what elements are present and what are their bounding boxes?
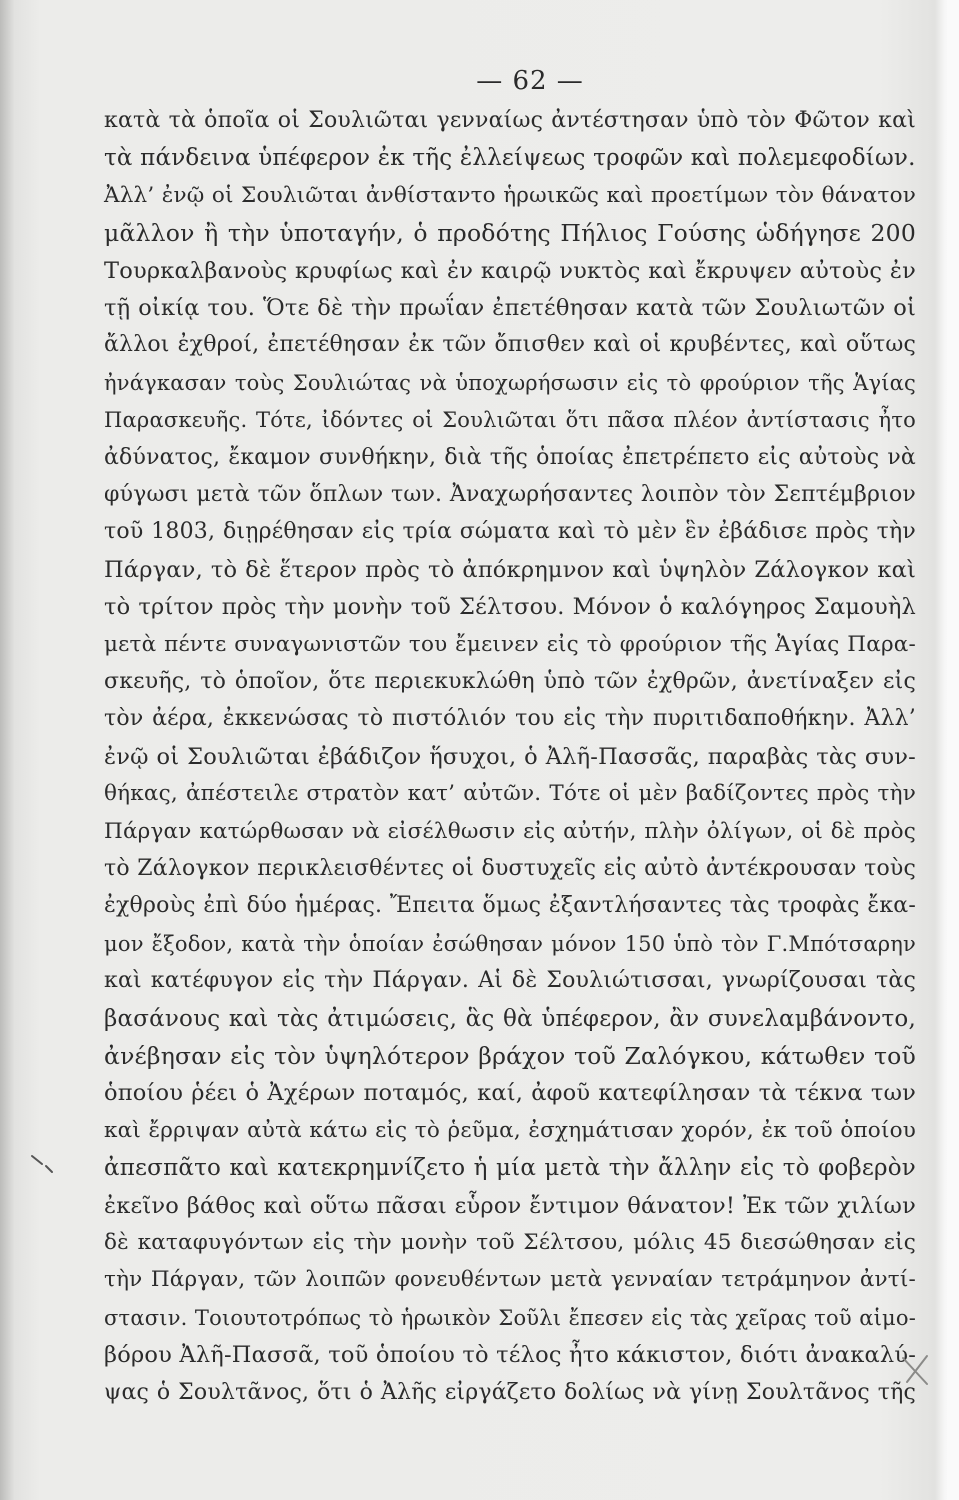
- text-line: τῇ οἰκίᾳ του. Ὅτε δὲ τὴν πρωΐαν ἐπετέθησαν κατὰ τῶν Σουλιωτῶν οἱ: [104, 295, 916, 321]
- text-line: βασάνους καὶ τὰς ἀτιμώσεις, ἃς θὰ ὑπέφερον, ἂν συνελαμβάνοντο,: [104, 1005, 916, 1032]
- text-line: θήκας, ἀπέστειλε στρατὸν κατ’ αὐτῶν. Τότε οἱ μὲν βαδίζοντες πρὸς τὴν: [104, 781, 916, 807]
- pencil-tick-icon: [28, 1150, 78, 1190]
- text-line: Ἀλλ’ ἐνῷ οἱ Σουλιῶται ἀνθίσταντο ἡρωικῶς καὶ προετίμων τὸν θάνατον: [104, 182, 916, 208]
- text-line: σκευῆς, τὸ ὁποῖον, ὅτε περιεκυκλώθη ὑπὸ τῶν ἐχθρῶν, ἀνετίναξεν εἰς: [104, 669, 916, 694]
- page-number: — 62 —: [476, 66, 584, 96]
- text-line: ἀδύνατος, ἔκαμον συνθήκην, διὰ τῆς ὁποίας ἐπετρέπετο εἰς αὐτοὺς νὰ: [104, 444, 916, 470]
- text-line: Πάργαν κατώρθωσαν νὰ εἰσέλθωσιν εἰς αὐτήν, πλὴν ὀλίγων, οἱ δὲ πρὸς: [104, 818, 916, 844]
- text-line: κατὰ τὰ ὁποῖα οἱ Σουλιῶται γενναίως ἀντέστησαν ὑπὸ τὸν Φῶτον καὶ: [104, 108, 916, 133]
- text-line: Τουρκαλβανοὺς κρυφίως καὶ ἐν καιρῷ νυκτὸς καὶ ἔκρυψεν αὐτοὺς ἐν: [104, 257, 916, 284]
- text-line: Παρασκευῆς. Τότε, ἰδόντες οἱ Σουλιῶται ὅτι πᾶσα πλέον ἀντίστασις ἦτο: [104, 408, 916, 433]
- text-line: καὶ ἔρριψαν αὐτὰ κάτω εἰς τὸ ῥεῦμα, ἐσχημάτισαν χορόν, ἐκ τοῦ ὁποίου: [104, 1117, 916, 1143]
- text-line: ἐκεῖνο βάθος καὶ οὕτω πᾶσαι εὗρον ἔντιμον θάνατον! Ἐκ τῶν χιλίων: [104, 1192, 916, 1219]
- text-line: τὴν Πάργαν, τῶν λοιπῶν φονευθέντων μετὰ γενναίαν τετράμηνον ἀντί-: [104, 1267, 916, 1293]
- text-line: ὁποίου ῥέει ὁ Ἀχέρων ποταμός, καί, ἀφοῦ κατεφίλησαν τὰ τέκνα των: [104, 1080, 916, 1107]
- text-line: τὸν ἀέρα, ἐκκενώσας τὸ πιστόλιόν του εἰς τὴν πυριτιδαποθήκην. Ἀλλ’: [104, 706, 916, 732]
- text-line: ἀπεσπᾶτο καὶ κατεκρημνίζετο ἡ μία μετὰ τὴν ἄλλην εἰς τὸ φοβερὸν: [104, 1155, 916, 1182]
- text-line: δὲ καταφυγόντων εἰς τὴν μονὴν τοῦ Σέλτσου, μόλις 45 διεσώθησαν εἰς: [104, 1230, 916, 1255]
- page-binding-edge: [0, 0, 14, 1500]
- text-line: στασιν. Τοιουτοτρόπως τὸ ἡρωικὸν Σοῦλι ἔπεσεν εἰς τὰς χεῖρας τοῦ αἱμο-: [104, 1305, 916, 1330]
- text-line: τὰ πάνδεινα ὑπέφερον ἐκ τῆς ἐλλείψεως τροφῶν καὶ πολεμεφοδίων.: [104, 145, 916, 172]
- text-line: ἠνάγκασαν τοὺς Σουλιώτας νὰ ὑποχωρήσωσιν εἰς τὸ φρούριον τῆς Ἁγίας: [104, 370, 916, 395]
- text-line: ἄλλοι ἐχθροί, ἐπετέθησαν ἐκ τῶν ὄπισθεν καὶ οἱ κρυβέντες, καὶ οὕτως: [104, 332, 916, 358]
- page-right-edge: [947, 0, 959, 1500]
- text-line: τοῦ 1803, διῃρέθησαν εἰς τρία σώματα καὶ τὸ μὲν ἓν ἐβάδισε πρὸς τὴν: [104, 519, 916, 545]
- text-line: φύγωσι μετὰ τῶν ὅπλων των. Ἀναχωρήσαντες λοιπὸν τὸν Σεπτέμβριον: [104, 482, 916, 507]
- text-line: μετὰ πέντε συναγωνιστῶν του ἔμεινεν εἰς τὸ φρούριον τῆς Ἁγίας Παρα-: [104, 631, 916, 657]
- text-line: καὶ κατέφυγον εἰς τὴν Πάργαν. Αἱ δὲ Σουλιώτισσαι, γνωρίζουσαι τὰς: [104, 968, 916, 994]
- text-line: Πάργαν, τὸ δὲ ἕτερον πρὸς τὸ ἀπόκρημνον καὶ ὑψηλὸν Ζάλογκον καὶ: [104, 556, 916, 583]
- text-line: τὸ τρίτον πρὸς τὴν μονὴν τοῦ Σέλτσου. Μόνον ὁ καλόγηρος Σαμουὴλ: [104, 594, 916, 621]
- text-line: τὸ Ζάλογκον περικλεισθέντες οἱ δυστυχεῖς εἰς αὐτὸ ἀντέκρουσαν τοὺς: [104, 856, 916, 881]
- text-line: ψας ὁ Σουλτᾶνος, ὅτι ὁ Ἀλῆς εἰργάζετο δολίως νὰ γίνῃ Σουλτᾶνος τῆς: [104, 1379, 916, 1405]
- text-line: ἀνέβησαν εἰς τὸν ὑψηλότερον βράχον τοῦ Ζαλόγκου, κάτωθεν τοῦ: [104, 1042, 916, 1070]
- text-line: μᾶλλον ἢ τὴν ὑποταγήν, ὁ προδότης Πήλιος Γούσης ὡδήγησε 200: [104, 219, 916, 248]
- text-line: ἐχθροὺς ἐπὶ δύο ἡμέρας. Ἔπειτα ὅμως ἐξαντλήσαντες τὰς τροφὰς ἔκα-: [104, 893, 916, 919]
- text-line: βόρου Ἀλῆ-Πασσᾶ, τοῦ ὁποίου τὸ τέλος ἦτο κάκιστον, διότι ἀνακαλύ-: [104, 1342, 916, 1369]
- text-line: μον ἔξοδον, κατὰ τὴν ὁποίαν ἐσώθησαν μόνον 150 ὑπὸ τὸν Γ.Μπότσαρην: [104, 931, 916, 956]
- pencil-cross-icon: [897, 1350, 937, 1390]
- text-line: ἐνῷ οἱ Σουλιῶται ἐβάδιζον ἥσυχοι, ὁ Ἀλῆ-Πασσᾶς, παραβὰς τὰς συν-: [104, 743, 916, 770]
